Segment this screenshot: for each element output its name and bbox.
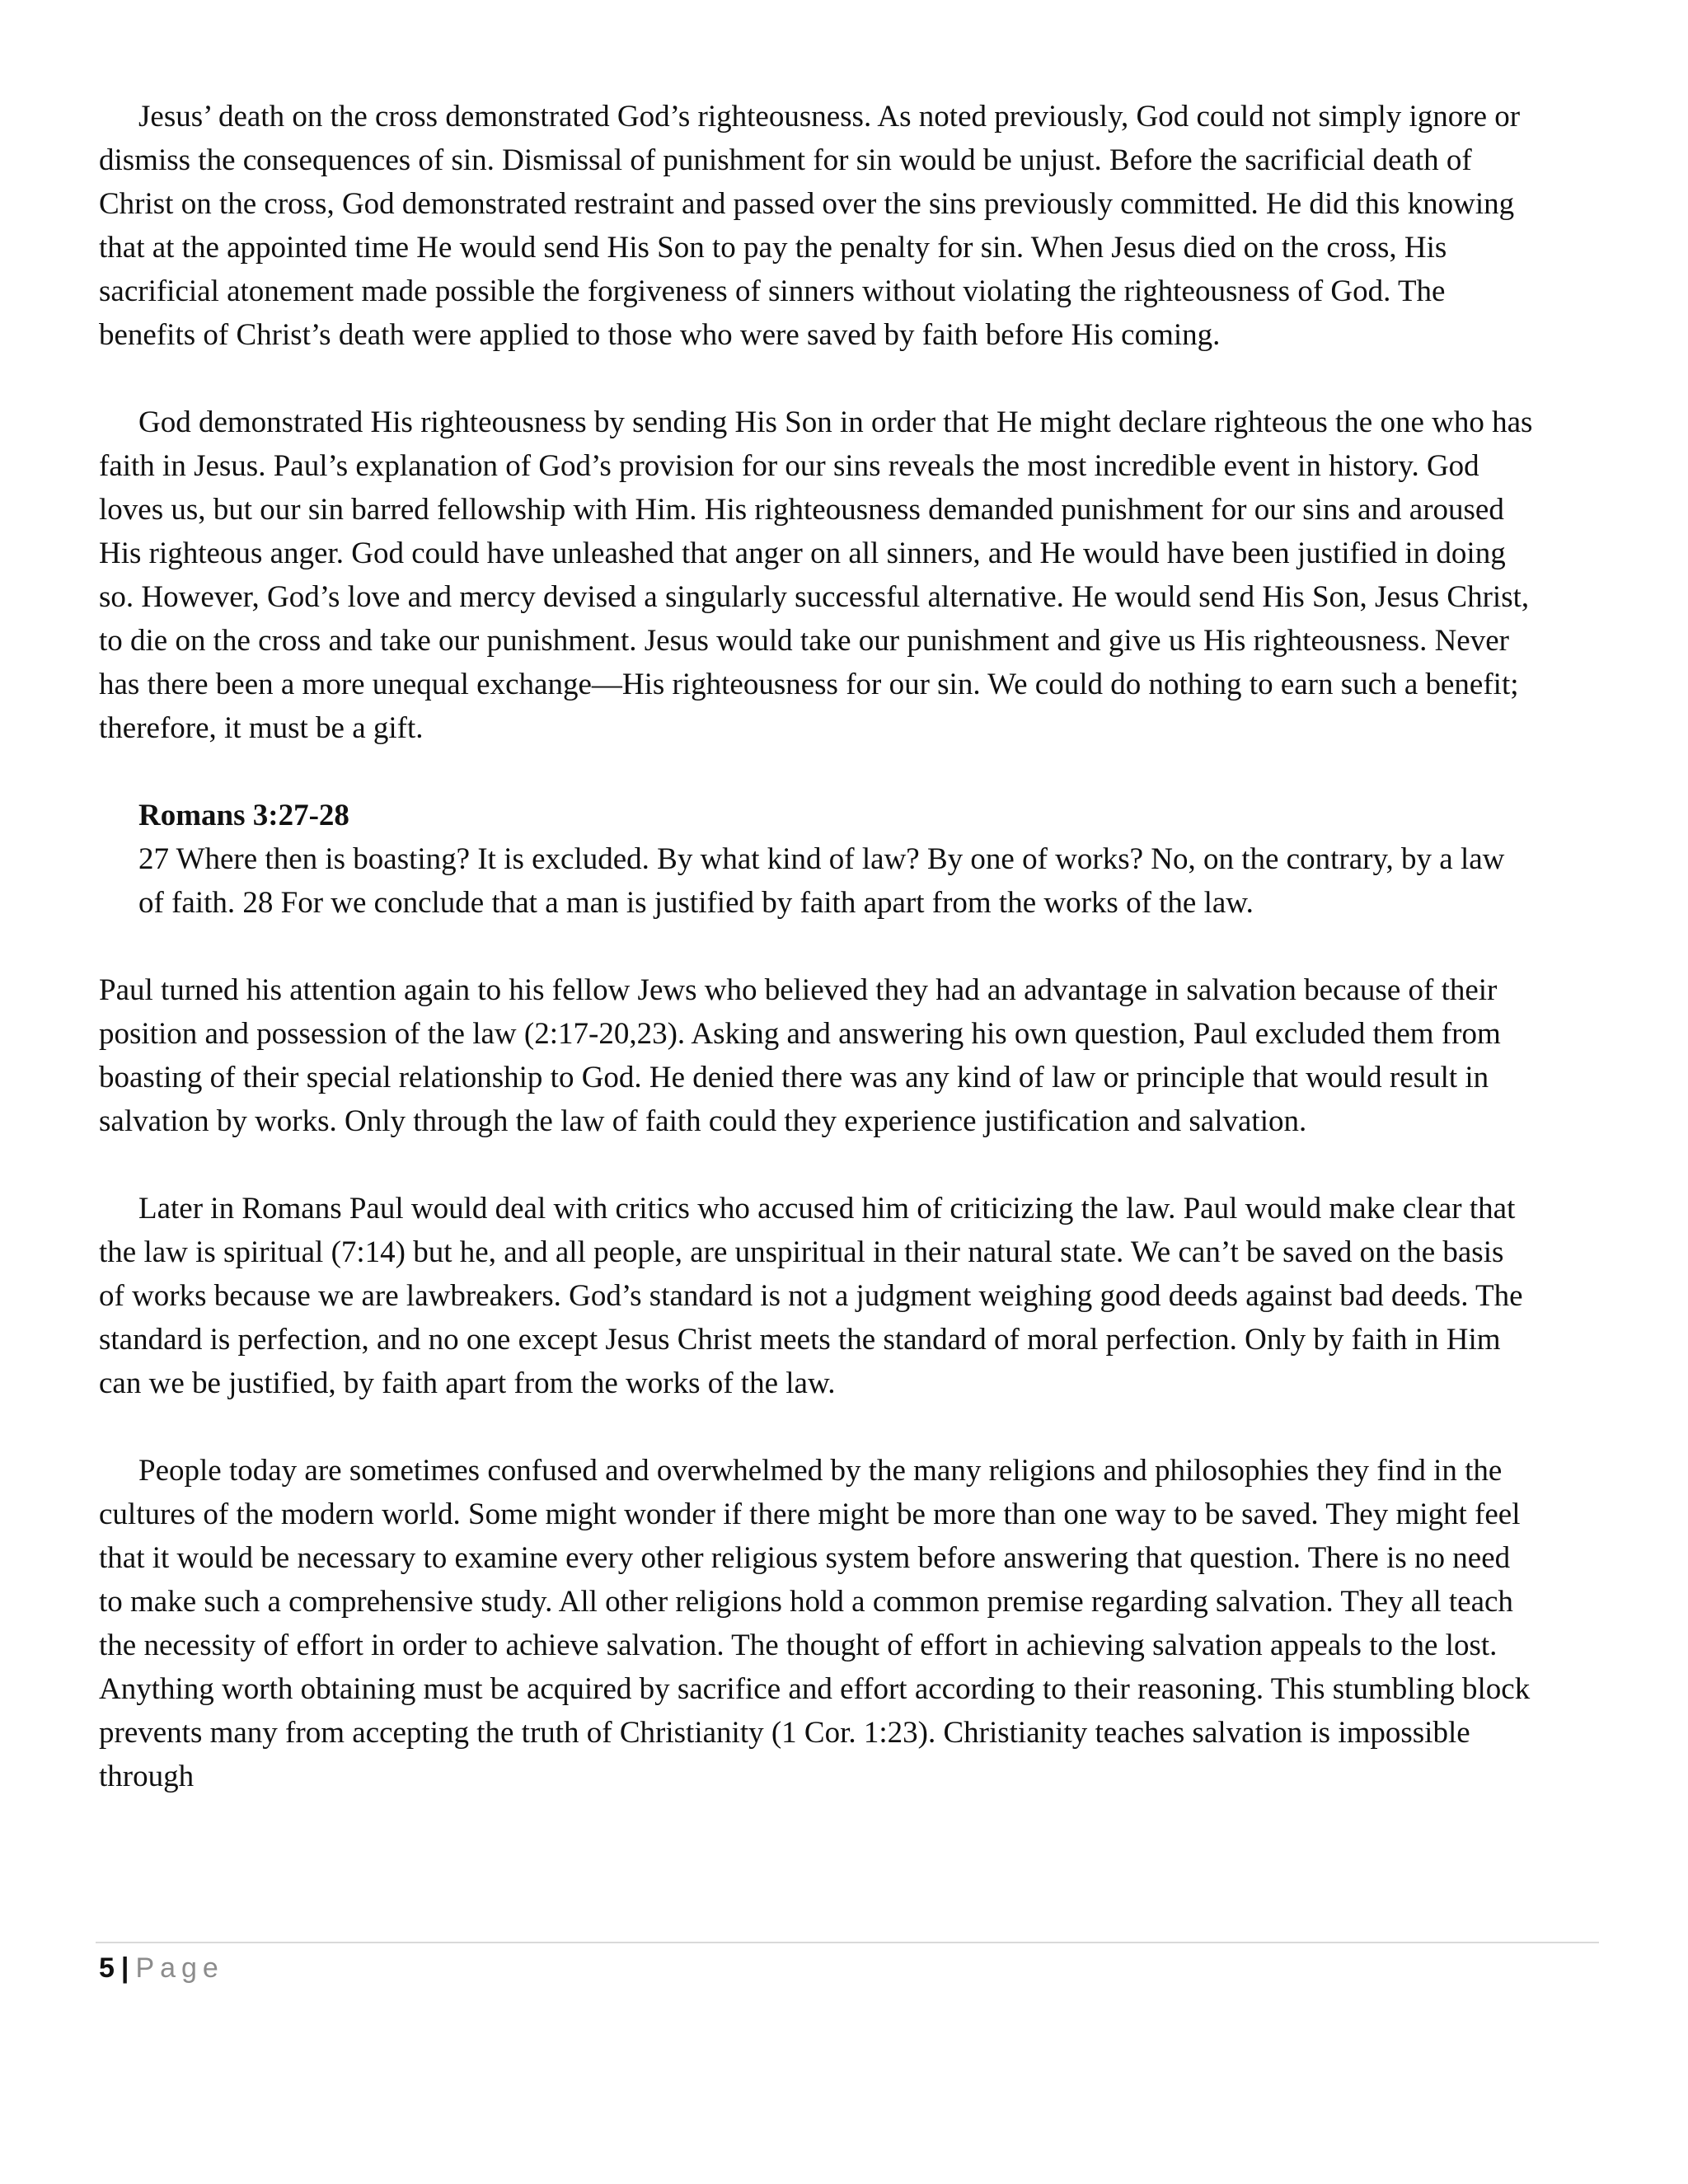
paragraph-5: People today are sometimes confused and overwhelmed by the many religions and philosophies they find in the cultures of the modern world. Some might wonder if there might be more than one way to be saved. They might feel that it would be necessary to examine every other religious system before answering that question. There is no need to make such a comprehensive study. All other religions hold a common premise regarding salvation. They all teach the necessity of effort in order to achieve salvation. The thought of effort in achieving salvation appeals to the lost. Anything worth obtaining must be acquired by sacrifice and effort according to their reasoning. This stumbling block prevents many from accepting the truth of Christianity (1 Cor. 1:23). Christianity teaches salvation is impossible through xyxy=(99,1454,1531,1793)
paragraph-1: Jesus’ death on the cross demonstrated God’s righteousness. As noted previously, God could not simply ignore or dismiss the consequences of sin. Dismissal of punishment for sin would be unjust. Before the sacrificial death of Christ on the cross, God demonstrated restraint and passed over the sins previously committed. He did this knowing that at the appointed time He would send His Son to pay the penalty for sin. When Jesus died on the cross, His sacrificial atonement made possible the forgiveness of sinners without violating the righteousness of God. The benefits of Christ’s death were applied to those who were saved by faith before His coming. xyxy=(99,100,1521,352)
footer-separator: | xyxy=(120,1952,129,1984)
scripture-block xyxy=(138,794,1533,925)
page-body xyxy=(99,95,1533,1842)
paragraph-4: Later in Romans Paul would deal with critics who accused him of criticizing the law. Paul would make clear that the law is spiritual (7:14) but he, and all people, are unspiritual in their natural state. We can’t be saved on the basis of works because we are lawbreakers. God’s standard is not a judgment weighing good deeds against bad deeds. The standard is perfection, and no one except Jesus Christ meets the standard of moral perfection. Only by faith in Him can we be justified, by faith apart from the works of the law. xyxy=(99,1192,1523,1400)
scripture-reference: Romans 3:27-28 xyxy=(138,799,349,832)
scripture-text: 27 Where then is boasting? It is excluded. By what kind of law? By one of works? No, on the contrary, by a law of faith. 28 For we conclude that a man is justified by faith apart from the works of the law. xyxy=(138,842,1505,920)
page-number: 5 xyxy=(99,1952,115,1984)
page-label: Page xyxy=(135,1952,224,1984)
paragraph-3: Paul turned his attention again to his fellow Jews who believed they had an advantage in salvation because of their position and possession of the law (2:17-20,23). Asking and answering his own question, Paul excluded them from boasting of their special relationship to God. He denied there was any kind of law or principle that would result in salvation by works. Only through the law of faith could they experience justification and salvation. xyxy=(99,973,1501,1138)
footer-divider xyxy=(96,1942,1599,1943)
paragraph-2: God demonstrated His righteousness by sending His Son in order that He might declare righteous the one who has faith in Jesus. Paul’s explanation of God’s provision for our sins reveals the most incredible event in history. God loves us, but our sin barred fellowship with Him. His righteousness demanded punishment for our sins and aroused His righteous anger. God could have unleashed that anger on all sinners, and He would have been justified in doing so. However, God’s love and mercy devised a singularly successful alternative. He would send His Son, Jesus Christ, to die on the cross and take our punishment. Jesus would take our punishment and give us His righteousness. Never has there been a more unequal exchange—His righteousness for our sin. We could do nothing to earn such a benefit; therefore, it must be a gift. xyxy=(99,405,1533,745)
page-footer xyxy=(99,1952,224,1985)
